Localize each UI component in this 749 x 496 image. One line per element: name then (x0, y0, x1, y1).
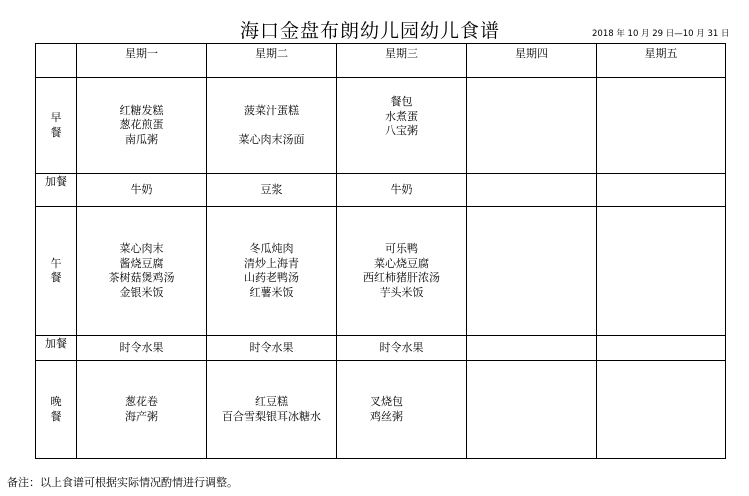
dish: 红薯米饭 (249, 285, 294, 299)
dish: 可乐鸭 (385, 242, 418, 255)
breakfast-mon-cell (77, 78, 207, 174)
snack1-wed-cell: 牛奶 (337, 174, 467, 207)
weekday-header: 星期五 (597, 44, 726, 78)
dish: 西红柿猪肝浓汤 (363, 271, 440, 284)
dish: 叉烧包 (370, 395, 403, 408)
dish: 鸡丝粥 (370, 409, 403, 423)
header-row (36, 44, 726, 78)
dish: 南瓜粥 (125, 132, 158, 146)
dish: 酱烧豆腐 (119, 256, 164, 270)
breakfast-tue-cell (207, 78, 337, 174)
snack1-row (36, 174, 726, 207)
corner-cell (36, 44, 77, 78)
lunch-row (36, 207, 726, 336)
dish: 菠菜汁蛋糕 (244, 103, 299, 117)
breakfast-fri-cell (597, 78, 726, 174)
lunch-mon-cell (77, 207, 207, 336)
dish: 菜心烧豆腐 (374, 256, 429, 270)
weekday-header: 星期二 (207, 44, 337, 78)
snack2-wed-cell: 时令水果 (337, 336, 467, 361)
dish: 清炒上海青 (244, 256, 299, 270)
dinner-thu-cell (467, 361, 597, 459)
dish: 菜心肉末汤面 (238, 132, 305, 146)
dinner-label (36, 361, 77, 459)
dinner-row (36, 361, 726, 459)
lunch-wed-cell (337, 207, 467, 336)
dish: 冬瓜炖肉 (249, 242, 294, 255)
weekday-header: 星期四 (467, 44, 597, 78)
breakfast-label (36, 78, 77, 174)
lunch-label (36, 207, 77, 336)
dish: 餐包 (390, 95, 413, 108)
dish: 红豆糕 (255, 395, 288, 408)
snack2-thu-cell (467, 336, 597, 361)
breakfast-row (36, 78, 726, 174)
dish: 金银米饭 (119, 285, 164, 299)
lunch-tue-cell (207, 207, 337, 336)
breakfast-thu-cell (467, 78, 597, 174)
snack2-mon-cell: 时令水果 (77, 336, 207, 361)
snack2-tue-cell: 时令水果 (207, 336, 337, 361)
snack1-fri-cell (597, 174, 726, 207)
weekday-header: 星期一 (77, 44, 207, 78)
dish: 茶树菇煲鸡汤 (108, 271, 175, 284)
meal-label-char: 餐 (50, 271, 62, 284)
page-title: 海口金盘布朗幼儿园幼儿食谱 (239, 20, 500, 42)
dinner-mon-cell (77, 361, 207, 459)
dish: 红糖发糕 (119, 103, 164, 117)
dish: 葱花煎蛋 (119, 118, 164, 132)
meal-label-char: 早 (50, 111, 62, 124)
snack2-row (36, 336, 726, 361)
meal-label-char: 餐 (50, 409, 62, 423)
dish: 菜心肉末 (119, 242, 164, 255)
snack1-mon-cell: 牛奶 (77, 174, 207, 207)
snack1-label: 加餐 (36, 174, 77, 207)
snack2-fri-cell (597, 336, 726, 361)
dinner-wed-cell (337, 361, 467, 459)
snack1-thu-cell (467, 174, 597, 207)
lunch-fri-cell (597, 207, 726, 336)
dinner-tue-cell (207, 361, 337, 459)
dish: 葱花卷 (125, 395, 158, 408)
dish: 百合雪梨银耳冰糖水 (222, 409, 321, 423)
date-range: 2018 年 10 月 29 日—10 月 31 日 (592, 29, 730, 39)
meal-label-char: 午 (50, 256, 62, 270)
dinner-fri-cell (597, 361, 726, 459)
dish: 水煮蛋 (385, 109, 418, 123)
footnote: 备注：以上食谱可根据实际情况酌情进行调整。 (7, 476, 238, 489)
dish: 山药老鸭汤 (244, 271, 299, 284)
snack2-label: 加餐 (36, 336, 77, 361)
lunch-thu-cell (467, 207, 597, 336)
menu-table (35, 43, 726, 459)
meal-label-char: 餐 (50, 125, 62, 139)
snack1-tue-cell: 豆浆 (207, 174, 337, 207)
meal-label-char: 晚 (50, 395, 62, 408)
dish: 芋头米饭 (379, 285, 424, 299)
dish: 海产粥 (125, 409, 158, 423)
weekday-header: 星期三 (337, 44, 467, 78)
dish: 八宝粥 (385, 124, 418, 137)
breakfast-wed-cell (337, 78, 467, 174)
